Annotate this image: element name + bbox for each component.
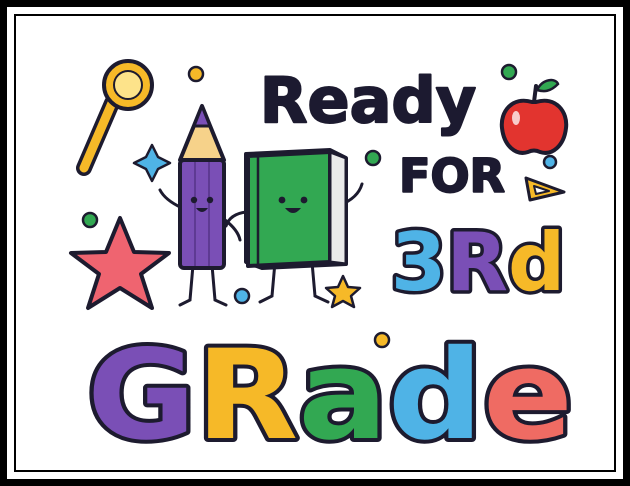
small-star-icon	[326, 276, 360, 307]
apple-icon	[502, 80, 566, 153]
title-letter: a	[298, 324, 382, 468]
title-for: FOR	[399, 149, 505, 203]
title-letter: R	[195, 324, 292, 468]
magnifying-glass-icon	[84, 61, 152, 168]
title-3rd	[391, 216, 566, 309]
dot-icon	[366, 151, 380, 165]
title-letter: e	[482, 324, 568, 468]
star-icon	[71, 218, 169, 308]
title-grade	[87, 324, 573, 468]
title-letter: R	[446, 216, 509, 309]
dot-icon	[502, 65, 516, 79]
dot-icon	[235, 289, 249, 303]
dot-icon	[83, 213, 97, 227]
dot-icon	[189, 67, 203, 81]
title-letter: 3	[390, 216, 447, 309]
title-grade-text	[87, 324, 573, 468]
sparkle-icon	[134, 145, 170, 181]
dot-icon	[544, 156, 556, 168]
title-letter: d	[508, 216, 566, 309]
ruler-triangle-icon	[526, 178, 564, 200]
title-letter: G	[87, 324, 189, 468]
pencil-character	[160, 106, 240, 305]
title-ready: Ready	[259, 64, 477, 137]
title-letter: d	[387, 324, 477, 468]
title-3rd-text	[391, 216, 566, 309]
